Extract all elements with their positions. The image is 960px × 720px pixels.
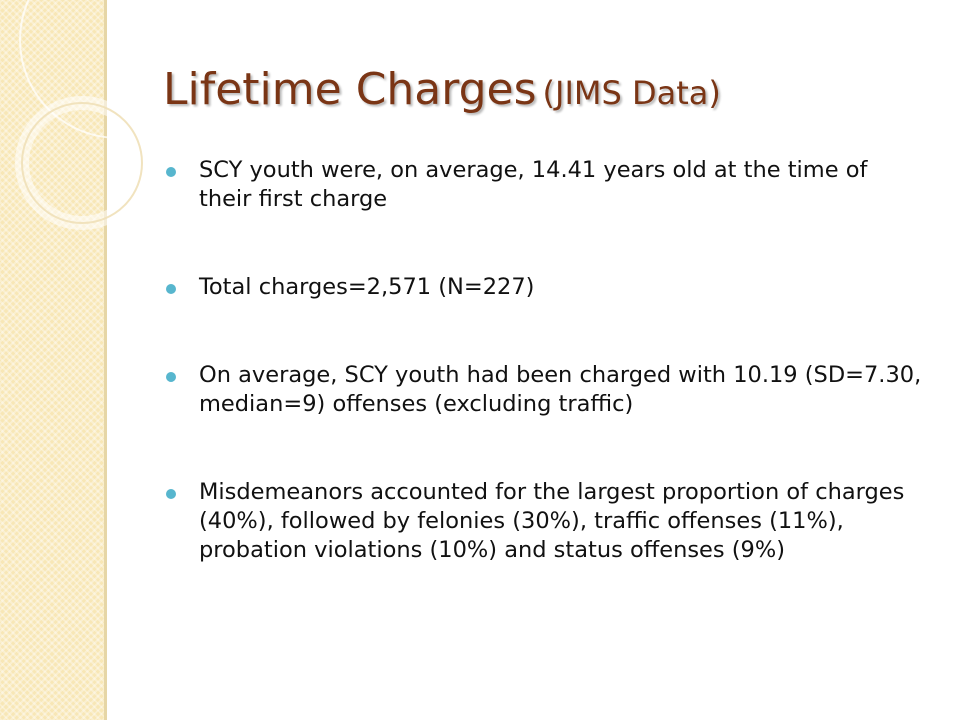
bullet-item: [166, 273, 926, 302]
bullet-text: Total charges=2,571 (N=227): [199, 274, 535, 300]
bullet-list: [166, 156, 926, 565]
bullet-dot-icon: [166, 372, 176, 382]
title-subtitle: (JIMS Data): [542, 74, 721, 112]
bullet-dot-icon: [166, 284, 176, 294]
bullet-dot-icon: [166, 167, 176, 177]
title-main: Lifetime Charges: [163, 64, 537, 115]
bullet-text: On average, SCY youth had been charged with 10.19 (SD=7.30, median=9) offenses (excluding traffic): [199, 362, 922, 417]
bullet-text: SCY youth were, on average, 14.41 years old at the time of their first charge: [199, 157, 868, 212]
decorative-circles: [0, 0, 160, 260]
bullet-item: [166, 156, 926, 214]
slide-title: [163, 64, 721, 119]
bullet-item: [166, 478, 926, 565]
bullet-dot-icon: [166, 489, 176, 499]
bullet-text: Misdemeanors accounted for the largest proportion of charges (40%), followed by felonies (30%), traffic offenses (11%), probation violations (10%) and status offenses (9%): [199, 479, 905, 563]
bullet-item: [166, 361, 926, 419]
